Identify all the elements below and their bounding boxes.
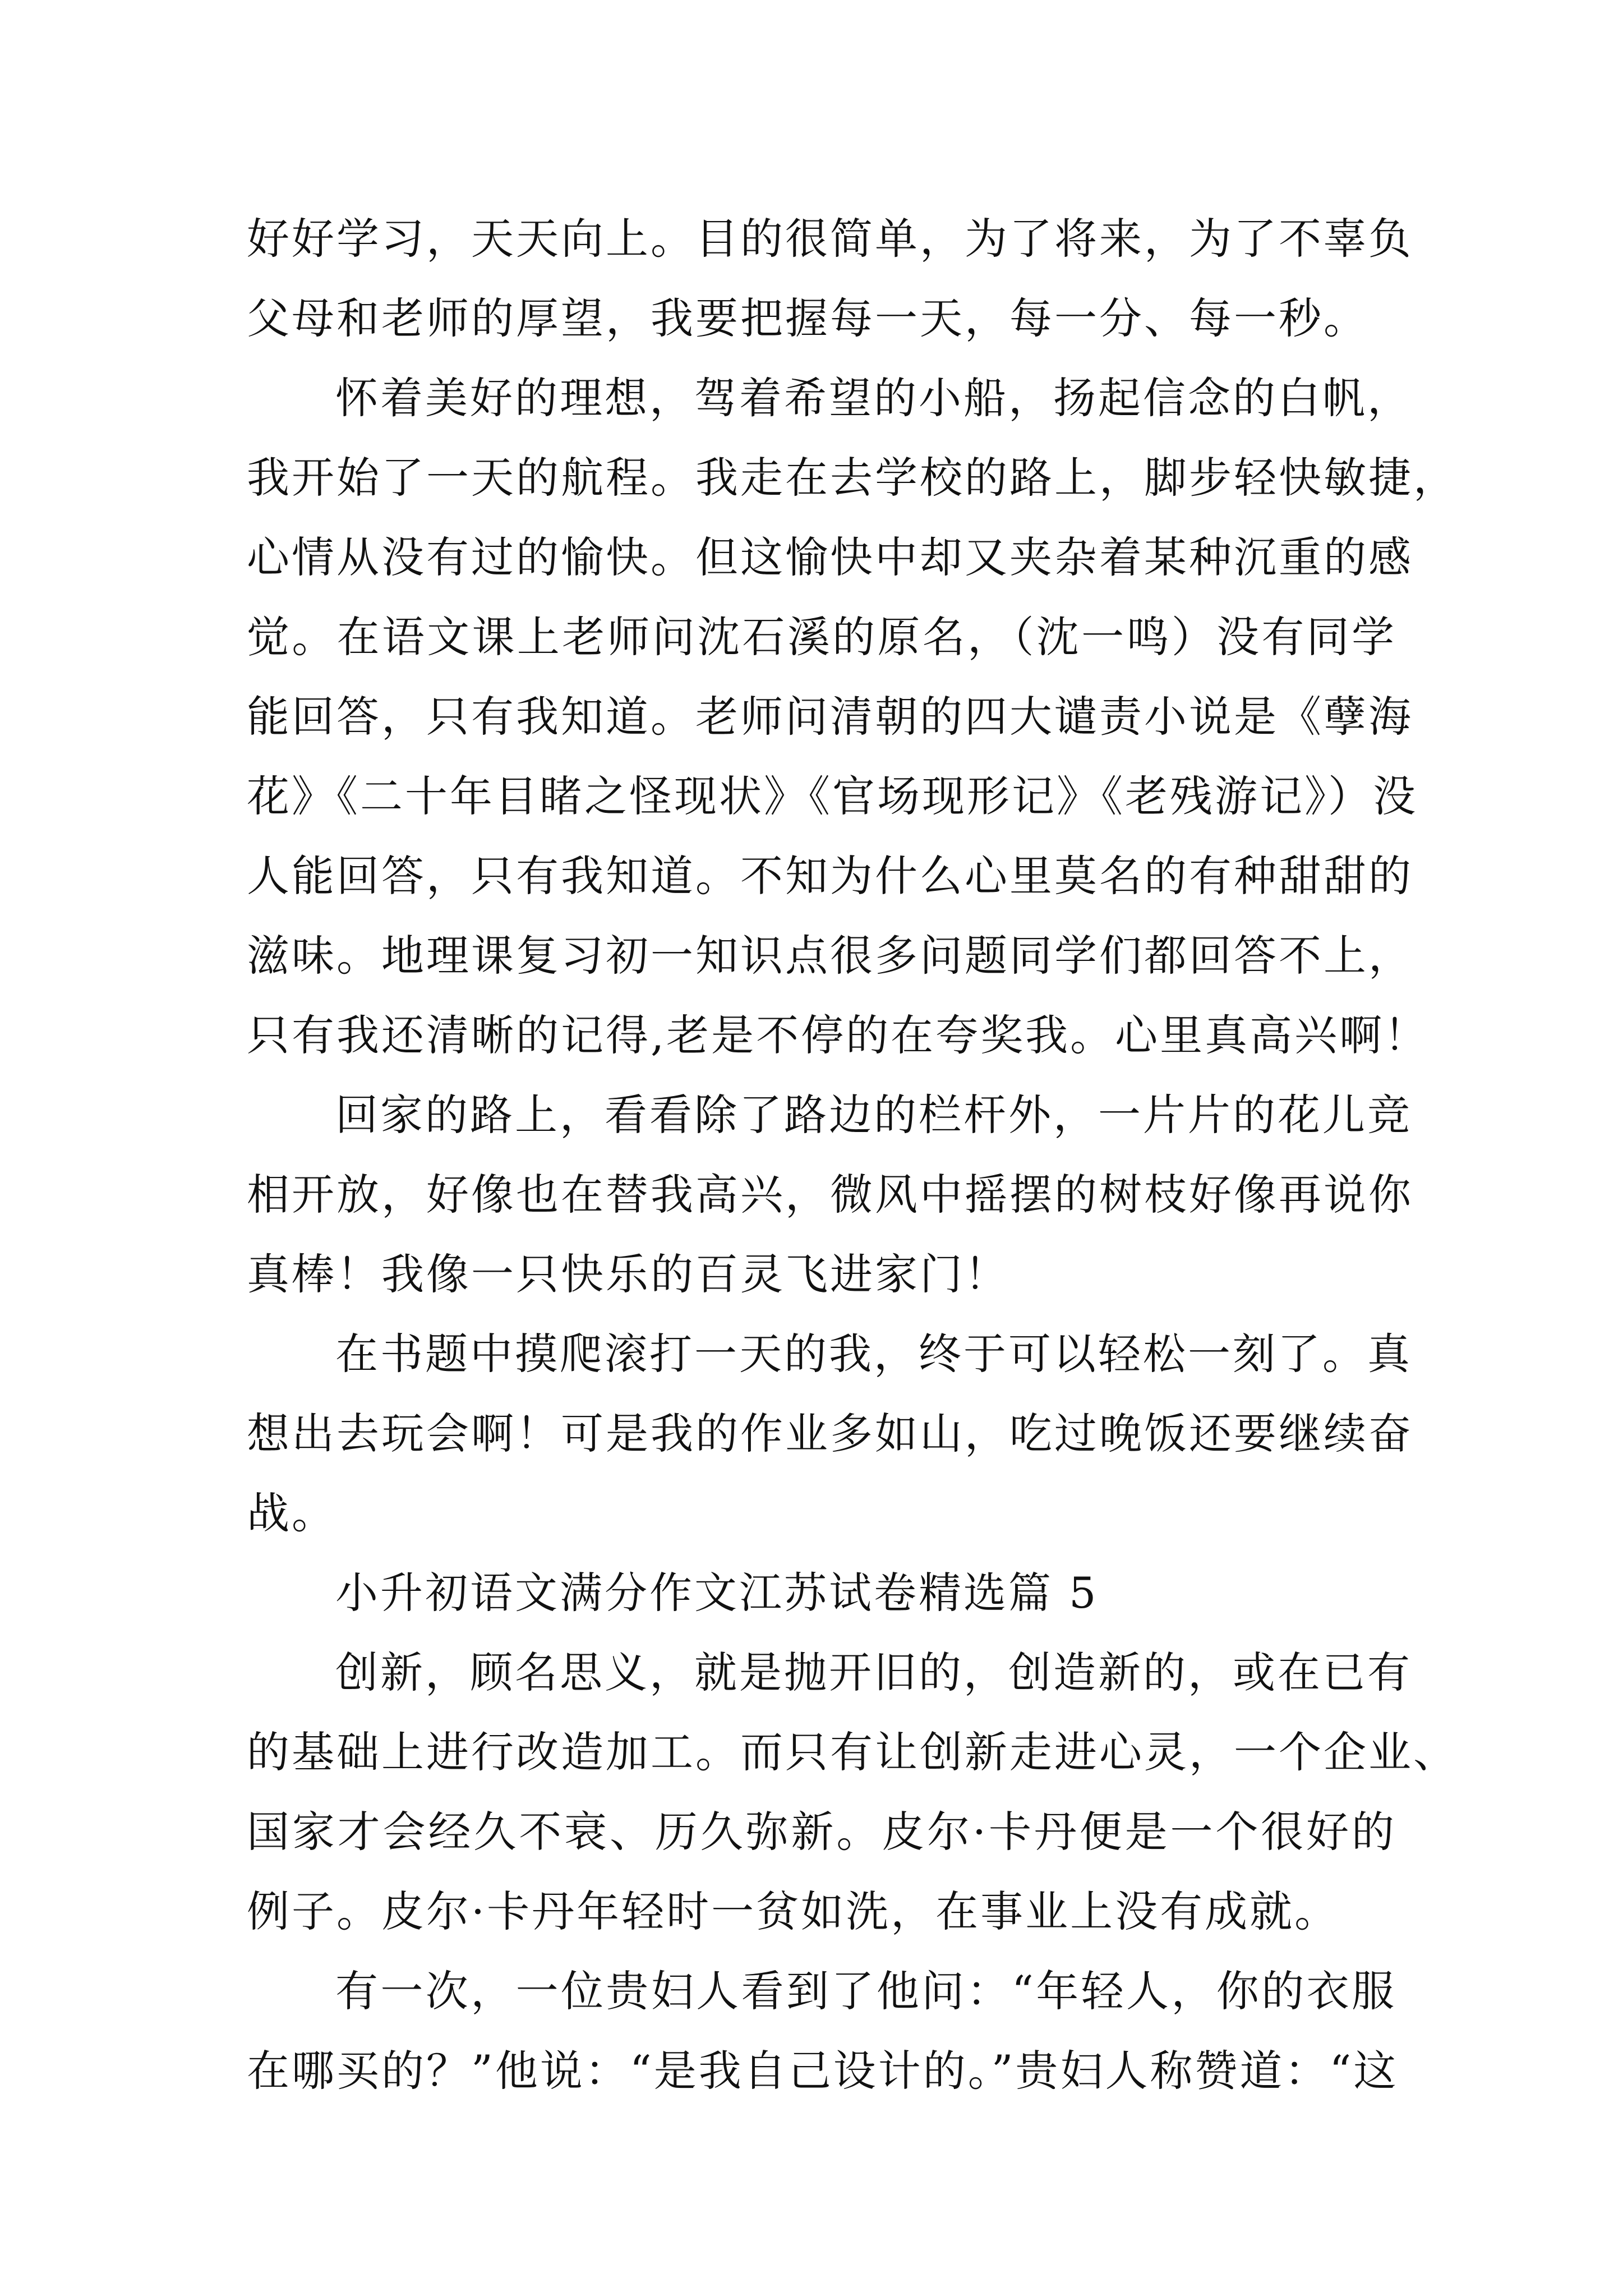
text-line: 心情从没有过的愉快。但这愉快中却又夹杂着某种沉重的感 xyxy=(247,532,1413,582)
text-line: 觉。在语文课上老师问沈石溪的原名，（沈一鸣）没有同学 xyxy=(247,612,1396,662)
text-line: 在哪买的？”他说：“是我自己设计的。”贵妇人称赞道：“这 xyxy=(247,2046,1399,2096)
text-line: 战。 xyxy=(247,1488,336,1538)
text-line: 我开始了一天的航程。我走在去学校的路上，脚步轻快敏捷， xyxy=(247,453,1458,503)
section-heading: 小升初语文满分作文江苏试卷精选篇 5 xyxy=(335,1568,1099,1618)
text-line: 父母和老师的厚望，我要把握每一天，每一分、每一秒。 xyxy=(247,293,1368,343)
paragraph-first-line: 回家的路上，看看除了路边的栏杆外，一片片的花儿竞 xyxy=(335,1090,1412,1140)
text-line: 好好学习，天天向上。目的很简单，为了将来，为了不辜负 xyxy=(247,214,1413,264)
text-line: 人能回答，只有我知道。不知为什么心里莫名的有种甜甜的 xyxy=(247,851,1413,901)
text-line: 的基础上进行改造加工。而只有让创新走进心灵，一个企业、 xyxy=(247,1727,1458,1777)
text-line: 花》《二十年目睹之怪现状》《官场现形记》《老残游记》）没 xyxy=(247,771,1418,821)
paragraph-first-line: 在书题中摸爬滚打一天的我，终于可以轻松一刻了。真 xyxy=(335,1329,1412,1379)
text-line: 国家才会经久不衰、历久弥新。皮尔·卡丹便是一个很好的 xyxy=(247,1807,1396,1857)
paragraph-first-line: 怀着美好的理想，驾着希望的小船，扬起信念的白帆， xyxy=(335,373,1412,423)
text-line: 想出去玩会啊！可是我的作业多如山，吃过晚饭还要继续奋 xyxy=(247,1409,1413,1458)
text-line: 相开放，好像也在替我高兴，微风中摇摆的树枝好像再说你 xyxy=(247,1170,1413,1220)
text-line: 例子。皮尔·卡丹年轻时一贫如洗，在事业上没有成就。 xyxy=(247,1887,1340,1936)
text-line: 能回答，只有我知道。老师问清朝的四大谴责小说是《孽海 xyxy=(247,692,1413,742)
paragraph-first-line: 有一次，一位贵妇人看到了他问：“年轻人，你的衣服 xyxy=(335,1966,1396,2016)
text-line: 真棒！我像一只快乐的百灵飞进家门！ xyxy=(247,1249,1009,1299)
paragraph-first-line: 创新，顾名思义，就是抛开旧的，创造新的，或在已有 xyxy=(335,1648,1412,1697)
text-line: 只有我还清晰的记得,老是不停的在夸奖我。心里真高兴啊！ xyxy=(247,1010,1430,1060)
article-body xyxy=(247,199,1458,2111)
text-line: 滋味。地理课复习初一知识点很多问题同学们都回答不上， xyxy=(247,931,1413,981)
